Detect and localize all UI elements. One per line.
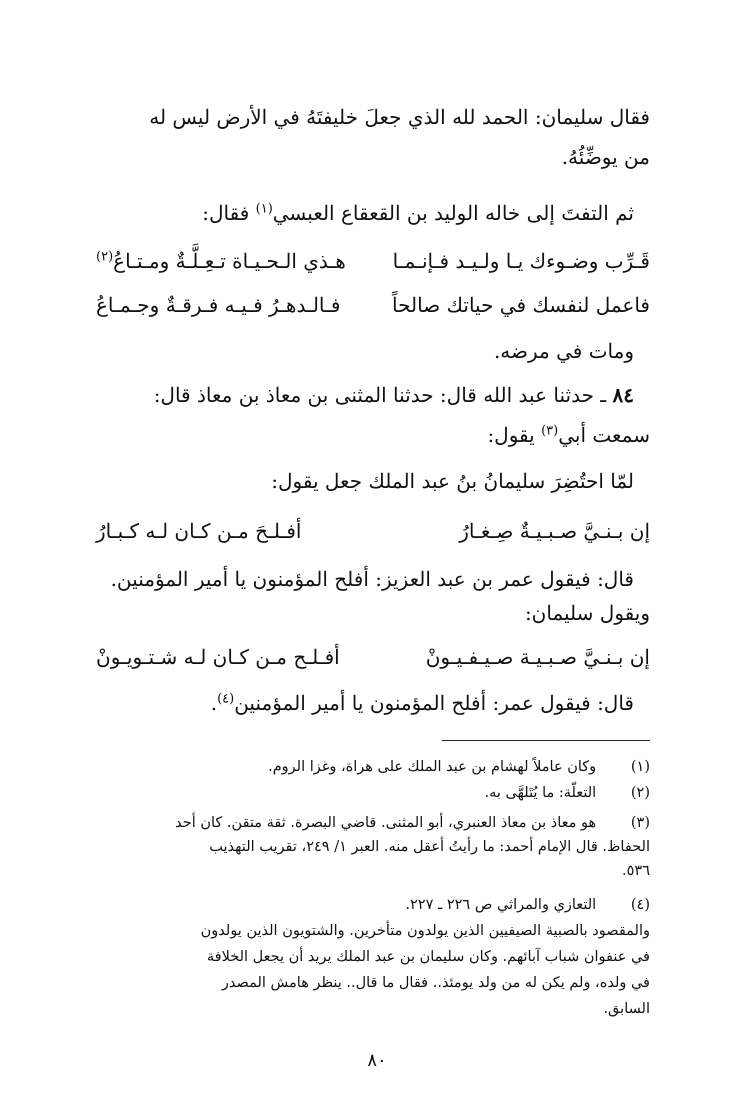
verse-hemistich-first: فاعمل لنفسك في حياتك صالحاً bbox=[392, 293, 650, 317]
paragraph-line bbox=[96, 462, 634, 500]
footnote-continuation: في ولده، ولم يكن له من ولد يومئذ.. فقال ما قال.. ينظر هامش المصدر bbox=[221, 975, 650, 991]
verse-hemistich-second: فـالـدهـرُ فـيـه فـرقـةٌ وجـمـاعُ bbox=[96, 293, 341, 317]
verse-line bbox=[96, 242, 650, 280]
text: قال: فيقول عمر: أفلح المؤمنون يا أمير المؤمنين bbox=[234, 691, 634, 715]
footnote-ref[interactable]: (٣) bbox=[541, 423, 559, 439]
verse-hemistich-second: هـذي الـحـيـاة تـعِـلَّـةٌ ومـتـاعُ$^{(٢)}$ bbox=[96, 249, 346, 273]
footnote bbox=[96, 894, 650, 916]
footnote-continuation: في عنفوان شباب آبائهم. وكان سليمان بن عبد الملك يريد أن يجعل الخلافة bbox=[206, 949, 650, 965]
footnote-ref[interactable]: (٢) bbox=[96, 249, 114, 265]
text: من يوضِّئُهُ. bbox=[561, 145, 650, 169]
footnote-divider bbox=[442, 740, 650, 741]
paragraph-line bbox=[96, 560, 634, 598]
verse-hemistich-first: قَـرِّب وضـوءك يـا ولـيـد فـإنـمـا bbox=[392, 249, 650, 273]
text: يقول: bbox=[487, 423, 542, 447]
paragraph-line bbox=[96, 138, 650, 176]
hadith-number: ٨٤ bbox=[612, 383, 634, 407]
verse-line bbox=[96, 512, 650, 550]
footnote-ref[interactable]: (١) bbox=[255, 201, 273, 217]
text: ومات في مرضه. bbox=[493, 339, 634, 363]
paragraph-line bbox=[96, 332, 634, 370]
footnote-continuation: والمقصود بالصبية الصيفيين الذين يولدون متأخرين. والشتويون الذين يولدون bbox=[200, 923, 650, 939]
verse-line bbox=[96, 638, 650, 676]
footnote-continuation: الحفاظ. قال الإمام أحمد: ما رأيتُ أعقل منه. العبر ١/ ٢٤٩، تقريب التهذيب bbox=[209, 839, 650, 855]
footnote-continuation: ٥٣٦. bbox=[622, 863, 650, 879]
verse-hemistich-second: أفـلـح مـن كـان لـه شـتـويـونْ bbox=[96, 645, 340, 669]
footnote-text: هو معاذ بن معاذ العنبري، أبو المثنى. قاضي البصرة. ثقة متقن. كان أحد bbox=[175, 815, 597, 831]
text: سمعت أبي bbox=[558, 423, 650, 447]
footnote-number: (٢) bbox=[630, 785, 650, 801]
verse-hemistich-second: أفـلـحَ مـن كـان لـه كـبـارُ bbox=[96, 519, 302, 543]
text: قال: فيقول عمر بن عبد العزيز: أفلح المؤمنون يا أمير المؤمنين. bbox=[110, 567, 634, 591]
text: لمّا احتُضِرَ سليمانُ بنُ عبد الملك جعل يقول: bbox=[271, 469, 634, 493]
footnote-number: (٣) bbox=[630, 815, 650, 831]
paragraph-line bbox=[96, 98, 650, 136]
paragraph-line bbox=[96, 594, 650, 632]
text: ـ حدثنا عبد الله قال: حدثنا المثنى بن معاذ بن معاذ قال: bbox=[153, 383, 613, 407]
text: فقال: bbox=[202, 201, 256, 225]
footnote-text: وكان عاملاً لهشام بن عبد الملك على هراة، وغزا الروم. bbox=[268, 759, 597, 775]
footnote bbox=[96, 812, 650, 834]
footnote-number: (٤) bbox=[630, 897, 650, 913]
paragraph-line bbox=[96, 684, 634, 722]
paragraph-line bbox=[96, 194, 634, 232]
text: فقال سليمان: الحمد لله الذي جعلَ خليفتَهُ في الأرض ليس له bbox=[149, 105, 650, 129]
footnote bbox=[96, 756, 650, 778]
paragraph-line bbox=[96, 376, 634, 414]
text: ويقول سليمان: bbox=[524, 601, 650, 625]
footnote-continuation: السابق. bbox=[603, 1001, 650, 1017]
footnote-number: (١) bbox=[630, 759, 650, 775]
footnote-text: التعلّة: ما يُتَلهَّى به. bbox=[484, 785, 597, 801]
verse-line bbox=[96, 286, 650, 324]
footnote-text: التعازي والمراثي ص ٢٢٦ ـ ٢٢٧. bbox=[405, 897, 597, 913]
footnote-ref[interactable]: (٤) bbox=[217, 691, 235, 707]
verse-hemistich-first: إن بـنـيَّ صـبـيـة صـيـفـيـونْ bbox=[425, 645, 650, 669]
footnote bbox=[96, 782, 650, 804]
text: ثم التفتَ إلى خاله الوليد بن القعقاع العبسي bbox=[272, 201, 634, 225]
paragraph-line bbox=[96, 416, 650, 454]
page-number: ٨٠ bbox=[367, 1050, 387, 1071]
verse-hemistich-first: إن بـنـيَّ صـبـيـةٌ صِـغـارُ bbox=[459, 519, 650, 543]
text: . bbox=[210, 691, 218, 715]
